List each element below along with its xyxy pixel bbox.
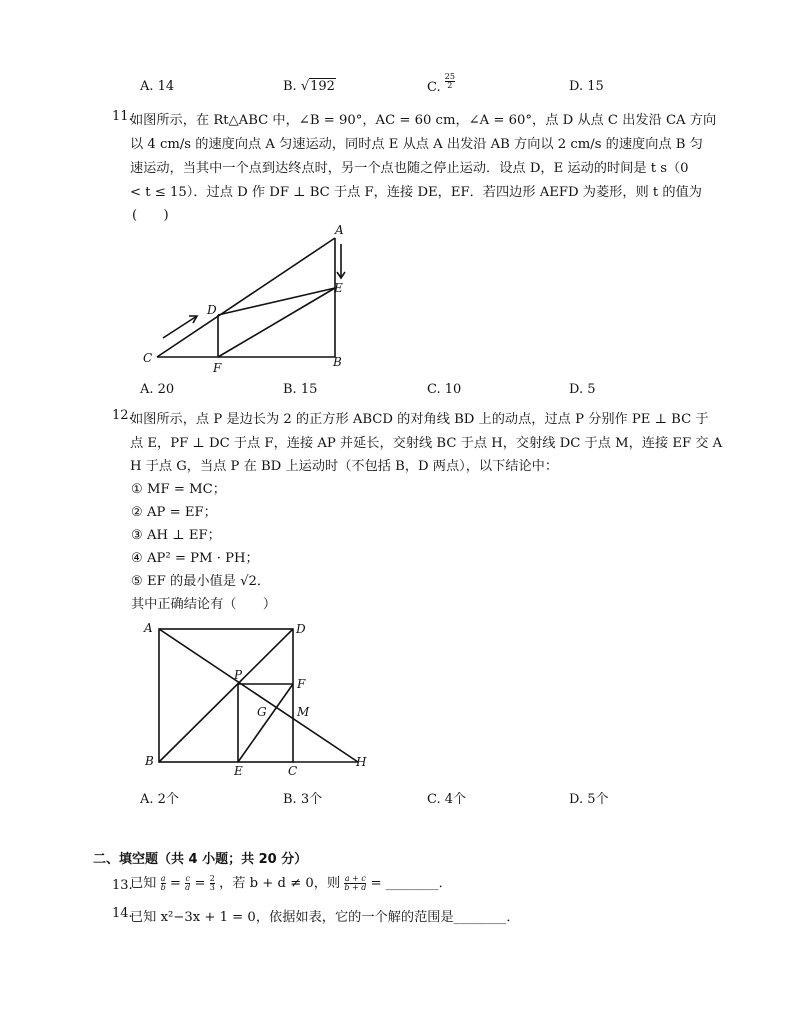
label-a: A <box>335 223 344 237</box>
diagonal-bd <box>159 629 293 762</box>
equals-sign: = <box>169 876 181 891</box>
q13-blank: = ________． <box>370 876 452 891</box>
label-f: F <box>213 361 222 375</box>
label-e: E <box>334 281 343 295</box>
q12-option-c: C. 4个 <box>427 792 467 807</box>
q14-number: 14. <box>112 906 133 921</box>
line-ah <box>159 629 358 762</box>
q12-number: 12. <box>112 408 133 423</box>
fraction-denominator: 2 <box>445 81 455 90</box>
label-b: B <box>145 754 154 768</box>
q11-line-3: 速运动，当其中一个点到达终点时，另一个点也随之停止运动．设点 D，E 运动的时间是 t s（0 <box>130 161 689 176</box>
q11-number: 11. <box>112 109 133 124</box>
label-p: P <box>234 668 243 682</box>
q10-option-b-label: B. <box>283 79 301 94</box>
q13-condition: ，若 b + d ≠ 0，则 <box>219 876 341 891</box>
q12-question: 其中正确结论有（ ） <box>131 597 277 612</box>
fraction-numerator: a + c <box>344 874 366 883</box>
q11-option-c: C. 10 <box>427 382 462 397</box>
q10-option-b <box>283 79 336 94</box>
q12-line-3: H 于点 G，当点 P 在 BD 上运动时（不包括 B，D 两点），以下结论中： <box>130 459 559 474</box>
q10-option-a: A. 14 <box>140 79 175 94</box>
fraction-denominator: 3 <box>209 883 215 892</box>
fraction-denominator: b <box>160 883 166 892</box>
section-2-heading: 二、填空题（共 4 小题；共 20 分） <box>93 852 308 867</box>
q11-answer-paren: ( ) <box>132 208 169 223</box>
q12-conclusion-3: ③ AH ⊥ EF； <box>131 528 221 543</box>
label-f: F <box>297 677 306 691</box>
label-d: D <box>207 303 217 317</box>
q12-conclusion-5: ⑤ EF 的最小值是 √2． <box>131 574 271 589</box>
q11-line-4: < t ≤ 15）．过点 D 作 DF ⊥ BC 于点 F，连接 DE，EF．若四边形 AEFD 为菱形，则 t 的值为 <box>130 185 702 200</box>
fraction-denominator: b + d <box>344 883 367 892</box>
fraction-numerator: a <box>160 874 166 883</box>
segment-ef <box>238 684 293 762</box>
label-c: C <box>288 764 298 778</box>
equals-sign: = <box>194 876 206 891</box>
segment-ca <box>157 238 335 357</box>
label-e: E <box>234 764 243 778</box>
q13-number: 13. <box>112 878 133 893</box>
q10-option-b-radicand: 192 <box>310 79 335 94</box>
label-m: M <box>297 705 310 719</box>
label-b: B <box>333 355 342 369</box>
label-c: C <box>143 351 153 365</box>
q11-option-b: B. 15 <box>283 382 318 397</box>
fraction-denominator: d <box>185 883 191 892</box>
q14-line: 已知 x²−3x + 1 = 0，依据如表，它的一个解的范围是________． <box>130 910 520 925</box>
q10-option-c-label: C. <box>427 80 445 95</box>
q12-option-a: A. 2个 <box>140 792 179 807</box>
q10-option-d: D. 15 <box>569 79 604 94</box>
fraction-numerator: c <box>185 874 190 883</box>
q12-conclusion-4: ④ AP² = PM · PH； <box>131 551 259 566</box>
q13-prefix: 已知 <box>130 876 157 891</box>
q13-line <box>130 872 452 892</box>
q12-conclusion-2: ② AP = EF； <box>131 505 217 520</box>
segment-de <box>218 288 335 315</box>
label-a: A <box>144 621 153 635</box>
q12-line-1: 如图所示，点 P 是边长为 2 的正方形 ABCD 的对角线 BD 上的动点，过点 P 分别作 PE ⊥ BC 于 <box>130 412 709 427</box>
fraction-numerator: 2 <box>209 874 215 883</box>
fraction-numerator: 25 <box>444 72 455 81</box>
label-d: D <box>296 622 306 636</box>
q11-option-a: A. 20 <box>140 382 175 397</box>
q10-option-c <box>427 72 455 95</box>
sqrt-sign: √ <box>300 79 310 94</box>
q12-option-b: B. 3个 <box>283 792 323 807</box>
fraction-2-3 <box>210 875 215 892</box>
fraction-c-d <box>185 875 190 892</box>
fraction-sum <box>344 875 366 892</box>
motion-arrow-d <box>163 316 197 338</box>
q10-option-c-fraction <box>445 73 455 90</box>
fraction-a-b <box>161 875 166 892</box>
q12-line-2: 点 E，PF ⊥ DC 于点 F，连接 AP 并延长，交射线 BC 于点 H，交射线 DC 于点 M，连接 EF 交 A <box>130 436 723 451</box>
segment-fe <box>218 288 335 357</box>
label-h: H <box>356 755 367 769</box>
q12-conclusion-1: ① MF = MC； <box>131 482 226 497</box>
q12-square-figure <box>140 616 380 784</box>
q11-line-2: 以 4 cm/s 的速度向点 A 匀速运动，同时点 E 从点 A 出发沿 AB 方向以 2 cm/s 的速度向点 B 匀 <box>130 137 703 152</box>
q11-option-d: D. 5 <box>569 382 596 397</box>
label-g: G <box>257 705 267 719</box>
q11-line-1: 如图所示，在 Rt△ABC 中，∠B = 90°，AC = 60 cm，∠A = 60°，点 D 从点 C 出发沿 CA 方向 <box>130 113 717 128</box>
q12-option-d: D. 5个 <box>569 792 609 807</box>
q11-triangle-figure <box>135 220 355 380</box>
